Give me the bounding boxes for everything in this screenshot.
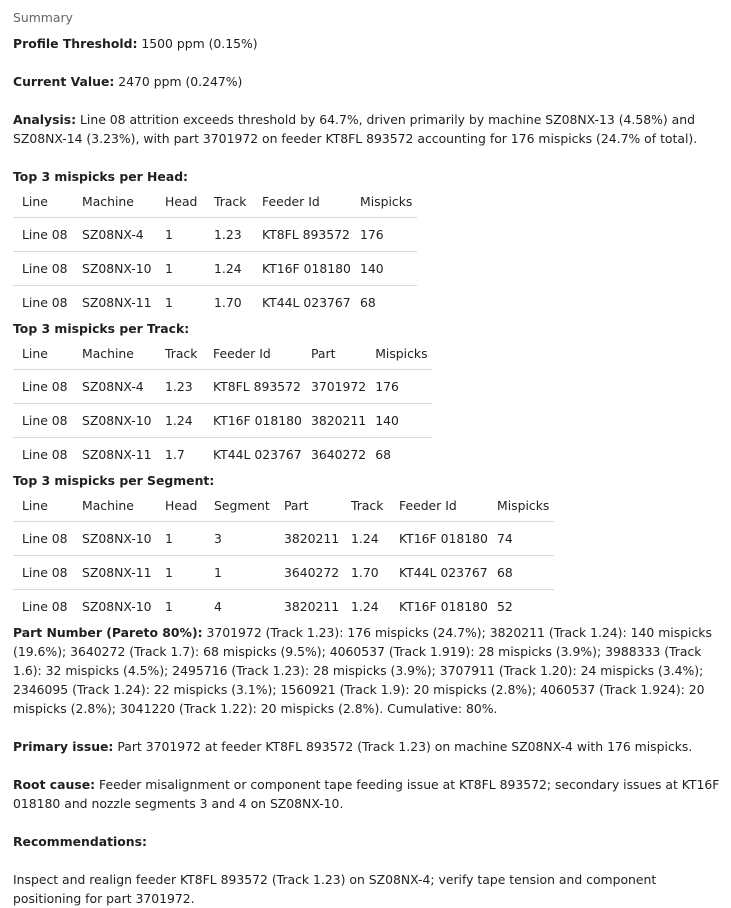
cell-machine: SZ08NX-10	[73, 404, 156, 438]
profile-threshold-value: 1500 ppm (0.15%)	[137, 36, 258, 51]
column-header-mispicks: Mispicks	[360, 194, 413, 209]
cell-head: 1	[156, 218, 205, 252]
cell-line: Line 08	[13, 252, 73, 286]
cell-machine: SZ08NX-4	[73, 218, 156, 252]
segment-table-title: Top 3 mispicks per Segment:	[13, 473, 215, 488]
table-row	[13, 218, 417, 252]
column-header-part: Part	[311, 346, 336, 361]
analysis-text: Line 08 attrition exceeds threshold by 64.7%, driven primarily by machine SZ08NX-13 (4.58%) and SZ08NX-14 (3.23%), with part 3701972 on feeder KT8FL 893572 accounting for 176 mispicks (24.7% of total).	[13, 112, 698, 146]
cell-machine: SZ08NX-10	[73, 252, 156, 286]
cell-segment: 1	[205, 556, 275, 590]
cell-track: 1.24	[156, 404, 204, 438]
column-header-mispicks: Mispicks	[375, 346, 428, 361]
cell-track: 1.7	[156, 438, 204, 472]
cell-part: 3640272	[302, 438, 366, 472]
table-header-row	[13, 338, 432, 370]
column-header-segment: Segment	[214, 498, 270, 513]
cell-part: 3820211	[275, 522, 342, 556]
cell-head: 1	[156, 252, 205, 286]
column-header-head: Head	[165, 498, 198, 513]
cell-track: 1.23	[205, 218, 253, 252]
track-table-title: Top 3 mispicks per Track:	[13, 321, 190, 336]
table-row	[13, 556, 554, 590]
cell-machine: SZ08NX-11	[73, 286, 156, 320]
cell-line: Line 08	[13, 590, 73, 624]
cell-machine: SZ08NX-11	[73, 556, 156, 590]
cell-mispicks: 176	[366, 370, 432, 404]
cell-segment: 3	[205, 522, 275, 556]
analysis-label: Analysis:	[13, 112, 77, 127]
cell-line: Line 08	[13, 370, 73, 404]
cell-feeder-id: KT8FL 893572	[253, 218, 351, 252]
cell-head: 1	[156, 522, 205, 556]
cell-track: 1.24	[205, 252, 253, 286]
cell-mispicks: 68	[488, 556, 554, 590]
cell-feeder-id: KT16F 018180	[253, 252, 351, 286]
cell-line: Line 08	[13, 404, 73, 438]
segment-mispicks-table	[13, 490, 554, 623]
root-cause-text: Feeder misalignment or component tape feeding issue at KT8FL 893572; secondary issues at KT16F 018180 and nozzle segments 3 and 4 on SZ08NX-10.	[13, 777, 720, 811]
summary-label: Summary	[13, 10, 73, 25]
cell-line: Line 08	[13, 556, 73, 590]
current-value-line	[13, 72, 725, 91]
cell-machine: SZ08NX-10	[73, 590, 156, 624]
head-table-title: Top 3 mispicks per Head:	[13, 169, 189, 184]
column-header-line: Line	[22, 498, 48, 513]
root-cause-paragraph	[13, 775, 725, 813]
cell-part: 3820211	[275, 590, 342, 624]
cell-feeder-id: KT8FL 893572	[204, 370, 302, 404]
column-header-feeder-id: Feeder Id	[213, 346, 271, 361]
column-header-machine: Machine	[82, 346, 134, 361]
cell-head: 1	[156, 590, 205, 624]
head-mispicks-table	[13, 186, 417, 319]
cell-mispicks: 68	[366, 438, 432, 472]
cell-feeder-id: KT16F 018180	[390, 522, 488, 556]
cell-head: 1	[156, 286, 205, 320]
cell-machine: SZ08NX-10	[73, 522, 156, 556]
analysis-paragraph	[13, 110, 725, 148]
cell-mispicks: 68	[351, 286, 417, 320]
recommendations-heading	[13, 832, 725, 851]
current-value-label: Current Value:	[13, 74, 115, 89]
cell-mispicks: 140	[366, 404, 432, 438]
cell-feeder-id: KT16F 018180	[390, 590, 488, 624]
column-header-feeder-id: Feeder Id	[262, 194, 320, 209]
cell-mispicks: 74	[488, 522, 554, 556]
cell-mispicks: 140	[351, 252, 417, 286]
column-header-head: Head	[165, 194, 198, 209]
root-cause-label: Root cause:	[13, 777, 96, 792]
cell-track: 1.24	[342, 590, 390, 624]
cell-machine: SZ08NX-4	[73, 370, 156, 404]
table-header-row	[13, 186, 417, 218]
table-row	[13, 252, 417, 286]
cell-track: 1.23	[156, 370, 204, 404]
cell-segment: 4	[205, 590, 275, 624]
part-number-paragraph	[13, 623, 725, 718]
table-row	[13, 286, 417, 320]
column-header-machine: Machine	[82, 194, 134, 209]
column-header-line: Line	[22, 194, 48, 209]
table-row	[13, 438, 432, 472]
profile-threshold-label: Profile Threshold:	[13, 36, 138, 51]
cell-feeder-id: KT44L 023767	[204, 438, 302, 472]
recommendations-text: Inspect and realign feeder KT8FL 893572 (Track 1.23) on SZ08NX-4; verify tape tension and component positioning for part 3701972.	[13, 872, 657, 906]
profile-threshold-line	[13, 34, 725, 53]
cell-head: 1	[156, 556, 205, 590]
cell-line: Line 08	[13, 522, 73, 556]
cell-machine: SZ08NX-11	[73, 438, 156, 472]
cell-mispicks: 176	[351, 218, 417, 252]
table-row	[13, 404, 432, 438]
primary-issue-text: Part 3701972 at feeder KT8FL 893572 (Track 1.23) on machine SZ08NX-4 with 176 mispicks.	[113, 739, 693, 754]
cell-track: 1.70	[205, 286, 253, 320]
column-header-machine: Machine	[82, 498, 134, 513]
column-header-mispicks: Mispicks	[497, 498, 550, 513]
table-row	[13, 522, 554, 556]
cell-line: Line 08	[13, 218, 73, 252]
cell-track: 1.24	[342, 522, 390, 556]
primary-issue-paragraph	[13, 737, 725, 756]
table-row	[13, 590, 554, 624]
cell-part: 3640272	[275, 556, 342, 590]
column-header-line: Line	[22, 346, 48, 361]
table-header-row	[13, 490, 554, 522]
current-value-value: 2470 ppm (0.247%)	[114, 74, 243, 89]
cell-part: 3820211	[302, 404, 366, 438]
column-header-track: Track	[351, 498, 384, 513]
recommendations-label: Recommendations:	[13, 834, 147, 849]
cell-mispicks: 52	[488, 590, 554, 624]
cell-feeder-id: KT16F 018180	[204, 404, 302, 438]
cell-track: 1.70	[342, 556, 390, 590]
column-header-feeder-id: Feeder Id	[399, 498, 457, 513]
cell-part: 3701972	[302, 370, 366, 404]
cell-line: Line 08	[13, 286, 73, 320]
column-header-part: Part	[284, 498, 309, 513]
cell-feeder-id: KT44L 023767	[390, 556, 488, 590]
part-number-text: 3701972 (Track 1.23): 176 mispicks (24.7%); 3820211 (Track 1.24): 140 mispicks (19.6%); 3640272 (Track 1.7): 68 mispicks (9.5%); 4060537 (Track 1.919): 28 mispicks (3.9%); 3988333 (Track 1.6): 32 mispicks (4.5%); 2495716 (Track 1.23): 28 mispicks (3.9%); 3707911 (Track 1.20): 24 mispicks (3.4%); 2346095 (Track 1.24): 22 mispicks (3.1%); 1560921 (Track 1.9): 20 mispicks (2.8%); 4060537 (Track 1.924): 20 mispicks (2.8%); 3041220 (Track 1.22): 20 mispicks (2.8%). Cumulative: 80%.	[13, 625, 712, 716]
cell-line: Line 08	[13, 438, 73, 472]
column-header-track: Track	[165, 346, 198, 361]
track-mispicks-table	[13, 338, 432, 471]
column-header-track: Track	[214, 194, 247, 209]
cell-feeder-id: KT44L 023767	[253, 286, 351, 320]
table-row	[13, 370, 432, 404]
primary-issue-label: Primary issue:	[13, 739, 114, 754]
part-number-label: Part Number (Pareto 80%):	[13, 625, 203, 640]
